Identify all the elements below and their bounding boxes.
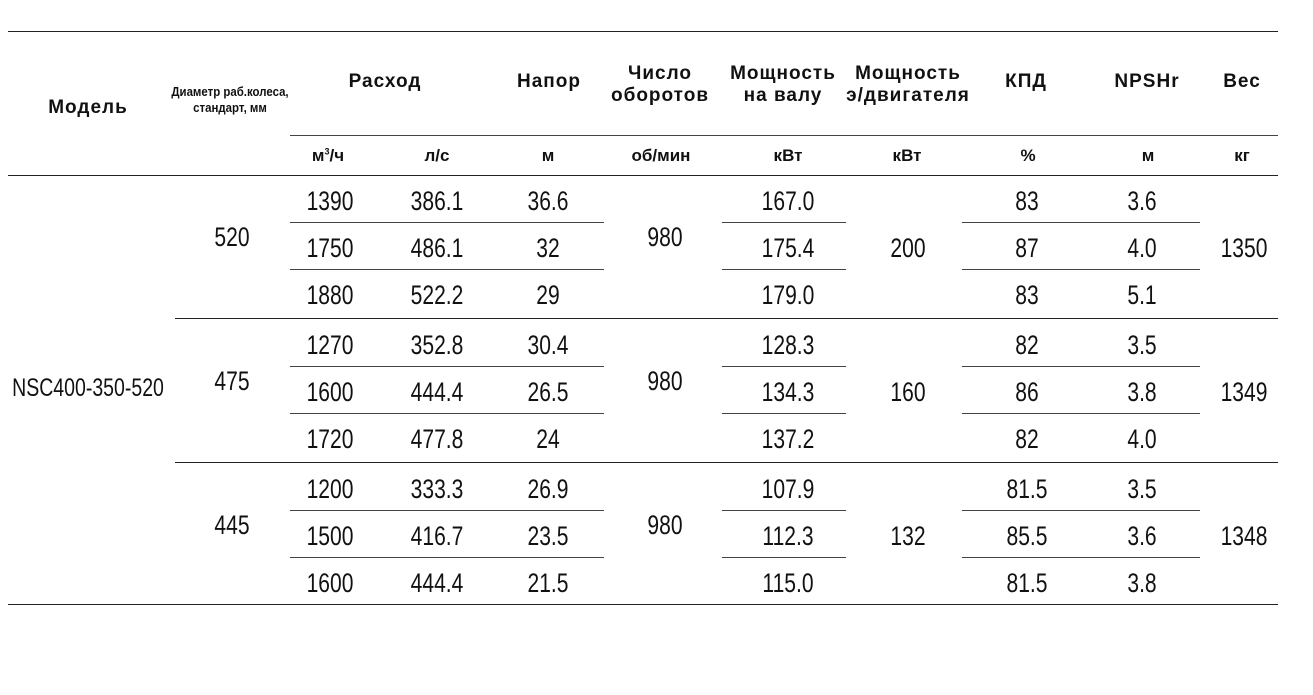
cell-npshr: 4.0 [1127, 233, 1157, 263]
unit-flow-m3h [312, 147, 344, 164]
cell-flow-m3h: 1750 [306, 233, 354, 263]
header-npshr: NPSHr [1114, 71, 1180, 92]
cell-speed: 980 [647, 510, 683, 540]
cell-head: 24 [536, 424, 560, 454]
row-rule [962, 510, 1200, 511]
cell-npshr: 3.6 [1127, 186, 1157, 216]
unit-head: м [541, 146, 555, 165]
header-motor-power [846, 63, 970, 107]
cell-npshr: 3.5 [1127, 330, 1157, 360]
header-speed [611, 63, 709, 107]
cell-flow-m3h: 1500 [306, 521, 354, 551]
cell-shaft-power: 167.0 [761, 186, 815, 216]
cell-head: 36.6 [527, 186, 569, 216]
cell-shaft-power: 179.0 [761, 280, 815, 310]
cell-motor-power: 132 [890, 521, 926, 551]
cell-efficiency: 85.5 [1006, 521, 1048, 551]
cell-flow-ls: 352.8 [410, 330, 464, 360]
cell-head: 32 [536, 233, 560, 263]
row-rule [290, 269, 604, 270]
unit-efficiency: % [1020, 146, 1036, 165]
header-motor-power-line1: Мощность [855, 63, 961, 84]
header-shaft-power [730, 63, 836, 107]
cell-flow-ls: 444.4 [410, 568, 464, 598]
row-rule [290, 557, 604, 558]
cell-flow-ls: 486.1 [410, 233, 464, 263]
row-rule [722, 413, 846, 414]
cell-diameter: 520 [214, 222, 250, 252]
cell-weight: 1349 [1220, 377, 1268, 407]
cell-efficiency: 87 [1015, 233, 1039, 263]
row-rule [962, 269, 1200, 270]
row-rule [722, 557, 846, 558]
cell-speed: 980 [647, 366, 683, 396]
row-rule [962, 557, 1200, 558]
row-rule [290, 222, 604, 223]
row-rule [722, 222, 846, 223]
cell-npshr: 4.0 [1127, 424, 1157, 454]
header-weight: Вес [1223, 71, 1261, 92]
row-rule [722, 366, 846, 367]
units-top-rule [290, 135, 1278, 136]
header-diameter [168, 84, 291, 116]
cell-weight: 1350 [1220, 233, 1268, 263]
cell-head: 26.5 [527, 377, 569, 407]
unit-flow-m3h-sup: 3 [324, 146, 330, 157]
header-speed-line2: оборотов [610, 85, 710, 106]
header-shaft-power-line2: на валу [743, 85, 823, 106]
row-rule [962, 222, 1200, 223]
cell-head: 29 [536, 280, 560, 310]
cell-efficiency: 82 [1015, 330, 1039, 360]
header-bottom-rule [8, 175, 1278, 176]
unit-weight: кг [1234, 146, 1250, 165]
cell-efficiency: 82 [1015, 424, 1039, 454]
cell-flow-m3h: 1720 [306, 424, 354, 454]
cell-diameter: 445 [214, 510, 250, 540]
cell-motor-power: 200 [890, 233, 926, 263]
row-rule [722, 510, 846, 511]
cell-flow-ls: 522.2 [410, 280, 464, 310]
table-bottom-rule [8, 604, 1278, 605]
unit-npshr: м [1141, 146, 1155, 165]
cell-head: 21.5 [527, 568, 569, 598]
row-rule [962, 366, 1200, 367]
cell-flow-ls: 416.7 [410, 521, 464, 551]
cell-shaft-power: 107.9 [761, 474, 815, 504]
cell-head: 23.5 [527, 521, 569, 551]
cell-flow-ls: 477.8 [410, 424, 464, 454]
header-flow: Расход [348, 71, 422, 92]
cell-flow-m3h: 1600 [306, 377, 354, 407]
cell-shaft-power: 134.3 [761, 377, 815, 407]
cell-speed: 980 [647, 222, 683, 252]
cell-npshr: 3.6 [1127, 521, 1157, 551]
header-diameter-line2: стандарт, мм [193, 100, 267, 115]
group-divider [175, 318, 1278, 319]
header-model: Модель [48, 97, 128, 118]
unit-flow-m3h-base: м [311, 146, 325, 165]
unit-motor-power: кВт [892, 146, 922, 165]
cell-efficiency: 81.5 [1006, 568, 1048, 598]
cell-efficiency: 83 [1015, 186, 1039, 216]
header-efficiency: КПД [1005, 71, 1047, 92]
cell-flow-m3h: 1600 [306, 568, 354, 598]
cell-flow-ls: 333.3 [410, 474, 464, 504]
cell-head: 26.9 [527, 474, 569, 504]
cell-shaft-power: 175.4 [761, 233, 815, 263]
cell-flow-m3h: 1880 [306, 280, 354, 310]
cell-npshr: 5.1 [1127, 280, 1157, 310]
header-head: Напор [517, 71, 581, 92]
row-rule [290, 413, 604, 414]
cell-flow-ls: 444.4 [410, 377, 464, 407]
cell-flow-m3h: 1390 [306, 186, 354, 216]
cell-shaft-power: 115.0 [762, 568, 814, 598]
cell-flow-ls: 386.1 [410, 186, 464, 216]
unit-flow-ls: л/с [424, 146, 450, 165]
cell-shaft-power: 112.3 [762, 521, 814, 551]
header-speed-line1: Число [627, 63, 693, 84]
cell-shaft-power: 137.2 [761, 424, 815, 454]
cell-weight: 1348 [1220, 521, 1268, 551]
cell-head: 30.4 [527, 330, 569, 360]
row-rule [722, 269, 846, 270]
group-divider [175, 462, 1278, 463]
cell-shaft-power: 128.3 [761, 330, 815, 360]
cell-flow-m3h: 1270 [306, 330, 354, 360]
cell-npshr: 3.5 [1127, 474, 1157, 504]
cell-diameter: 475 [214, 366, 250, 396]
header-shaft-power-line1: Мощность [730, 63, 836, 84]
unit-shaft-power: кВт [773, 146, 803, 165]
row-rule [290, 366, 604, 367]
cell-efficiency: 86 [1015, 377, 1039, 407]
header-motor-power-line2: э/двигателя [846, 85, 970, 106]
cell-motor-power: 160 [890, 377, 926, 407]
row-rule [290, 510, 604, 511]
header-diameter-line1: Диаметр раб.колеса, [171, 84, 289, 99]
cell-npshr: 3.8 [1127, 377, 1157, 407]
cell-efficiency: 81.5 [1006, 474, 1048, 504]
cell-flow-m3h: 1200 [306, 474, 354, 504]
table-top-rule [8, 31, 1278, 32]
unit-flow-m3h-tail: /ч [329, 146, 345, 165]
row-rule [962, 413, 1200, 414]
cell-npshr: 3.8 [1127, 568, 1157, 598]
model-name: NSC400-350-520 [12, 374, 164, 402]
unit-speed: об/мин [631, 146, 691, 165]
cell-efficiency: 83 [1015, 280, 1039, 310]
